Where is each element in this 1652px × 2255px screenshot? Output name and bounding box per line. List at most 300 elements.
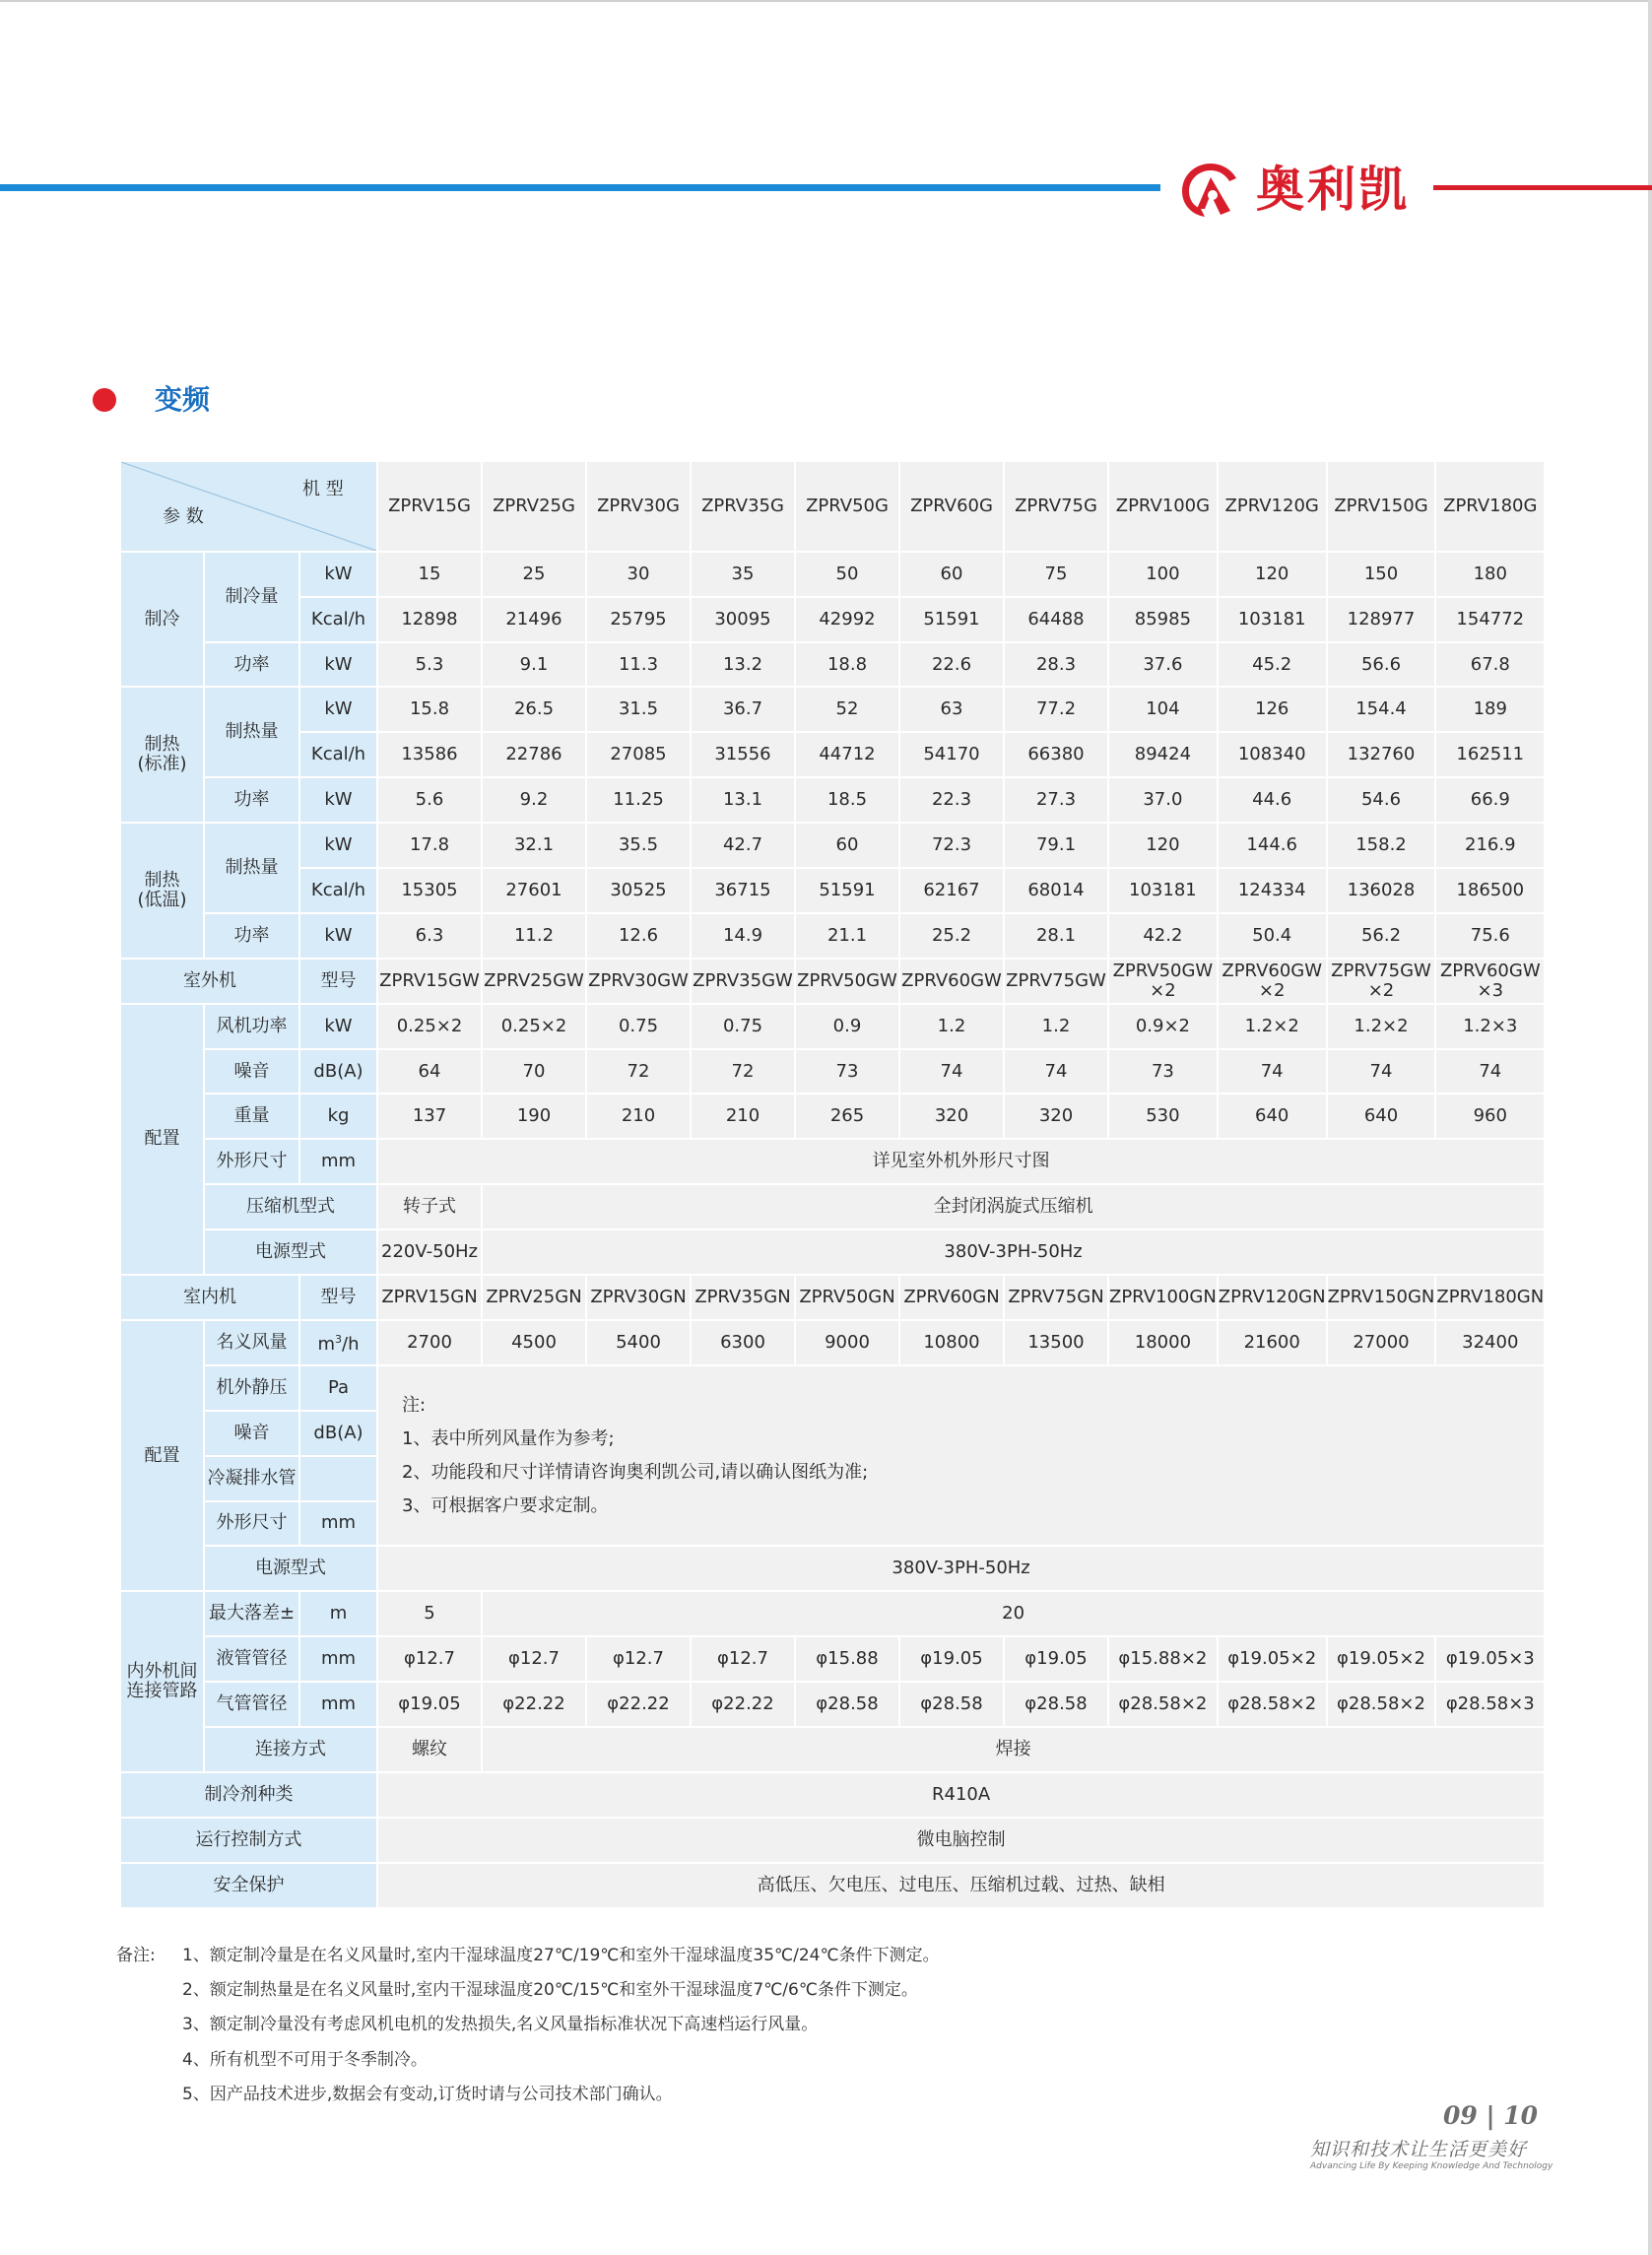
value-cell: 25 [483, 553, 585, 596]
value-cell: 27085 [587, 733, 690, 776]
value-cell: 74 [900, 1050, 1003, 1094]
value-cell: 21496 [483, 598, 585, 641]
slogan-english: Advancing Life By Keeping Knowledge And Technology [1310, 2161, 1553, 2171]
row-cool-kw [121, 553, 1544, 596]
value-cell: 75 [1005, 553, 1107, 596]
slogan: 知识和技术让生活更美好 [1310, 2139, 1528, 2160]
label-outdoor-unit: 室外机 [121, 960, 298, 1003]
notes-item: 1、表中所列风量作为参考; [402, 1427, 615, 1449]
value-cell: φ12.7 [483, 1637, 585, 1681]
heating-std-line: (标准) [137, 754, 187, 775]
label-fan-power: 风机功率 [205, 1005, 298, 1048]
value-cell: 120 [1109, 824, 1217, 867]
unit-cell: Kcal/h [300, 733, 376, 776]
outdoor-model-cell: ZPRV50GW [796, 960, 898, 1003]
value-cell: 154772 [1436, 598, 1544, 641]
model-header: ZPRV100G [1109, 462, 1217, 551]
label-weight: 重量 [205, 1094, 298, 1138]
value-cell: 35 [692, 553, 794, 596]
unit-cell: kW [300, 643, 376, 687]
row-heat-std-kcal [121, 733, 1544, 776]
value-cell: 9000 [796, 1321, 898, 1364]
value-cell: 64488 [1005, 598, 1107, 641]
model-header: ZPRV150G [1328, 462, 1435, 551]
value-cell: φ28.58 [796, 1683, 898, 1726]
value-cell: 126 [1219, 688, 1326, 731]
page-right-border [1648, 0, 1652, 2255]
unit-cell: Kcal/h [300, 869, 376, 912]
unit-cell: kW [300, 824, 376, 867]
value-cell: 62167 [900, 869, 1003, 912]
row-power-supply [121, 1230, 1544, 1274]
value-cell: 30525 [587, 869, 690, 912]
corner-header [121, 462, 376, 551]
value-cell: 17.8 [378, 824, 481, 867]
value-cell: 56.2 [1328, 914, 1435, 958]
label-gas-pipe: 气管管径 [205, 1683, 298, 1726]
value-cell: 75.6 [1436, 914, 1544, 958]
row-heat-low-kw [121, 824, 1544, 867]
value-cell: 44712 [796, 733, 898, 776]
label-dimensions: 外形尺寸 [205, 1502, 298, 1546]
brand-logo-icon [1175, 160, 1246, 221]
value-cell: 27000 [1328, 1321, 1435, 1364]
value-cell: 13.1 [692, 778, 794, 822]
unit-cell: Kcal/h [300, 598, 376, 641]
indoor-model-cell: ZPRV50GN [796, 1276, 898, 1319]
value-cell: 67.8 [1436, 643, 1544, 687]
value-cell: 9.2 [483, 778, 585, 822]
group-outdoor-config: 配置 [121, 1005, 203, 1274]
value-cell: 42.2 [1109, 914, 1217, 958]
value-cell: 44.6 [1219, 778, 1326, 822]
group-heating-standard [121, 688, 203, 822]
label-model-no: 型号 [300, 1276, 376, 1319]
value-cell: 320 [900, 1094, 1003, 1138]
value-cell: 28.3 [1005, 643, 1107, 687]
indoor-model-cell: ZPRV25GN [483, 1276, 585, 1319]
row-refrigerant [121, 1773, 1544, 1817]
value-cell: 186500 [1436, 869, 1544, 912]
label-compressor-type: 压缩机型式 [205, 1185, 376, 1228]
heating-low-line: (低温) [137, 889, 187, 910]
outdoor-model-cell: ZPRV25GW [483, 960, 585, 1003]
label-power-supply: 电源型式 [205, 1547, 376, 1590]
outdoor-model-cell: ZPRV35GW [692, 960, 794, 1003]
indoor-model-cell: ZPRV35GN [692, 1276, 794, 1319]
value-cell: φ19.05×2 [1328, 1637, 1435, 1681]
value-cell: 72 [587, 1050, 690, 1094]
value-cell: 36715 [692, 869, 794, 912]
value-cell: 22.6 [900, 643, 1003, 687]
row-noise [121, 1050, 1544, 1094]
value-cell: 0.25×2 [483, 1005, 585, 1048]
value-cell: 2700 [378, 1321, 481, 1364]
value-cell: 220V-50Hz [378, 1230, 481, 1274]
value-cell: 1.2×2 [1219, 1005, 1326, 1048]
indoor-model-cell: ZPRV75GN [1005, 1276, 1107, 1319]
label-model-no: 型号 [300, 960, 376, 1003]
row-max-height [121, 1592, 1544, 1635]
remarks-label: 备注: [116, 1946, 156, 1965]
value-cell: φ19.05 [378, 1683, 481, 1726]
label-max-height-diff: 最大落差± [205, 1592, 298, 1635]
notes-title: 注: [402, 1394, 427, 1416]
value-cell: 18000 [1109, 1321, 1217, 1364]
value-cell: 50 [796, 553, 898, 596]
value-cell: 21.1 [796, 914, 898, 958]
value-cell: 37.6 [1109, 643, 1217, 687]
value-cell: 35.5 [587, 824, 690, 867]
group-cooling: 制冷 [121, 553, 203, 687]
value-cell: 89424 [1109, 733, 1217, 776]
value-cell: 42992 [796, 598, 898, 641]
value-cell: 132760 [1328, 733, 1435, 776]
page-number: 09 | 10 [1443, 2101, 1539, 2130]
value-cell: 100 [1109, 553, 1217, 596]
value-cell: 32400 [1436, 1321, 1544, 1364]
value-cell: 51591 [900, 598, 1003, 641]
section-title: 变频 [155, 383, 211, 416]
value-cell: 150 [1328, 553, 1435, 596]
label-refrigerant-type: 制冷剂种类 [121, 1773, 376, 1817]
value-cell: 60 [900, 553, 1003, 596]
value-cell: 77.2 [1005, 688, 1107, 731]
label-power-supply: 电源型式 [205, 1230, 376, 1274]
value-cell: 5400 [587, 1321, 690, 1364]
outdoor-model-cell: ZPRV60GW ×2 [1219, 960, 1326, 1003]
value-cell: 103181 [1219, 598, 1326, 641]
value-cell: 12898 [378, 598, 481, 641]
row-compressor [121, 1185, 1544, 1228]
value-cell: 74 [1436, 1050, 1544, 1094]
unit-cell: mm [300, 1140, 376, 1183]
unit-cell: kW [300, 914, 376, 958]
value-cell-merged: R410A [378, 1773, 1544, 1817]
value-cell: 15 [378, 553, 481, 596]
notes-block [378, 1366, 1544, 1546]
value-cell: 210 [587, 1094, 690, 1138]
value-cell: 13500 [1005, 1321, 1107, 1364]
connection-line: 连接管路 [126, 1681, 198, 1702]
value-cell-merged: 20 [483, 1592, 1544, 1635]
section-bullet [93, 388, 116, 412]
value-cell: φ19.05×2 [1219, 1637, 1326, 1681]
value-cell: 54.6 [1328, 778, 1435, 822]
value-cell: φ15.88×2 [1109, 1637, 1217, 1681]
unit-cell [300, 1457, 376, 1500]
value-cell-merged: 微电脑控制 [378, 1819, 1544, 1862]
unit-cell: m [300, 1592, 376, 1635]
value-cell: 0.9×2 [1109, 1005, 1217, 1048]
value-cell: 108340 [1219, 733, 1326, 776]
label-power: 功率 [205, 778, 298, 822]
row-cool-power [121, 643, 1544, 687]
value-cell: φ19.05 [900, 1637, 1003, 1681]
value-cell: 22.3 [900, 778, 1003, 822]
value-cell-merged: 380V-3PH-50Hz [378, 1547, 1544, 1590]
brand-name: 奥利凯 [1256, 162, 1411, 218]
remark-item: 1、额定制冷量是在名义风量时,室内干湿球温度27℃/19℃和室外干湿球温度35℃/24℃条件下测定。 [182, 1946, 940, 1965]
label-cooling-capacity: 制冷量 [205, 553, 298, 641]
indoor-model-cell: ZPRV15GN [378, 1276, 481, 1319]
model-header: ZPRV35G [692, 462, 794, 551]
value-cell: 11.3 [587, 643, 690, 687]
value-cell: 128977 [1328, 598, 1435, 641]
corner-model-label: 机 型 [302, 479, 344, 499]
outdoor-model-cell: ZPRV75GW [1005, 960, 1107, 1003]
group-heating-low [121, 824, 203, 958]
value-cell: 66380 [1005, 733, 1107, 776]
row-weight [121, 1094, 1544, 1138]
unit-cell: Pa [300, 1366, 376, 1410]
group-indoor-config: 配置 [121, 1321, 203, 1590]
value-cell: 15305 [378, 869, 481, 912]
label-ext-static-pressure: 机外静压 [205, 1366, 298, 1410]
value-cell: 11.2 [483, 914, 585, 958]
value-cell: 66.9 [1436, 778, 1544, 822]
value-cell: φ22.22 [483, 1683, 585, 1726]
value-cell: 158.2 [1328, 824, 1435, 867]
header-row [121, 462, 1544, 551]
heating-std-line: 制热 [144, 734, 180, 756]
model-header: ZPRV120G [1219, 462, 1326, 551]
value-cell: 640 [1328, 1094, 1435, 1138]
unit-cell: kW [300, 778, 376, 822]
unit-cell: kW [300, 688, 376, 731]
value-cell: 137 [378, 1094, 481, 1138]
value-cell: 11.25 [587, 778, 690, 822]
value-cell: 5 [378, 1592, 481, 1635]
value-cell: φ28.58×3 [1436, 1683, 1544, 1726]
value-cell: 13.2 [692, 643, 794, 687]
corner-param-label: 参 数 [163, 506, 204, 527]
value-cell: 189 [1436, 688, 1544, 731]
value-cell: 0.25×2 [378, 1005, 481, 1048]
value-cell: 28.1 [1005, 914, 1107, 958]
indoor-model-cell: ZPRV150GN [1328, 1276, 1435, 1319]
value-cell: 转子式 [378, 1185, 481, 1228]
value-cell: 72 [692, 1050, 794, 1094]
value-cell: φ28.58×2 [1219, 1683, 1326, 1726]
value-cell: 52 [796, 688, 898, 731]
value-cell: 5.6 [378, 778, 481, 822]
dimensions-note: 详见室外机外形尺寸图 [378, 1140, 1544, 1183]
row-heat-low-kcal [121, 869, 1544, 912]
value-cell: 18.8 [796, 643, 898, 687]
indoor-model-cell: ZPRV100GN [1109, 1276, 1217, 1319]
row-fan-power [121, 1005, 1544, 1048]
value-cell: 68014 [1005, 869, 1107, 912]
value-cell: 9.1 [483, 643, 585, 687]
remark-item: 3、额定制冷量没有考虑风机电机的发热损失,名义风量指标准状况下高速档运行风量。 [182, 2015, 819, 2034]
value-cell: φ15.88 [796, 1637, 898, 1681]
value-cell: 124334 [1219, 869, 1326, 912]
corner-diagonal [121, 462, 376, 551]
unit-cell: kW [300, 553, 376, 596]
value-cell: 136028 [1328, 869, 1435, 912]
label-noise: 噪音 [205, 1412, 298, 1455]
remark-item: 4、所有机型不可用于冬季制冷。 [182, 2050, 428, 2070]
value-cell: φ19.05 [1005, 1637, 1107, 1681]
model-header: ZPRV15G [378, 462, 481, 551]
value-cell: 25795 [587, 598, 690, 641]
indoor-model-cell: ZPRV120GN [1219, 1276, 1326, 1319]
value-cell: 79.1 [1005, 824, 1107, 867]
row-control [121, 1819, 1544, 1862]
value-cell: φ12.7 [692, 1637, 794, 1681]
value-cell: 63 [900, 688, 1003, 731]
row-connection-method [121, 1728, 1544, 1771]
unit-cell: kW [300, 1005, 376, 1048]
value-cell: 15.8 [378, 688, 481, 731]
value-cell: 54170 [900, 733, 1003, 776]
value-cell-merged: 高低压、欠电压、过电压、压缩机过载、过热、缺相 [378, 1864, 1544, 1907]
value-cell: 56.6 [1328, 643, 1435, 687]
indoor-model-cell: ZPRV180GN [1436, 1276, 1544, 1319]
value-cell: 216.9 [1436, 824, 1544, 867]
value-cell: 21600 [1219, 1321, 1326, 1364]
value-cell: 26.5 [483, 688, 585, 731]
row-liquid-pipe [121, 1637, 1544, 1681]
outdoor-model-cell: ZPRV60GW [900, 960, 1003, 1003]
value-cell: 0.9 [796, 1005, 898, 1048]
value-cell: φ12.7 [378, 1637, 481, 1681]
row-protection [121, 1864, 1544, 1907]
value-cell: 1.2 [900, 1005, 1003, 1048]
model-header: ZPRV50G [796, 462, 898, 551]
page-top-border [0, 0, 1652, 2]
value-cell: 31.5 [587, 688, 690, 731]
value-cell: 162511 [1436, 733, 1544, 776]
label-power: 功率 [205, 914, 298, 958]
value-cell: 960 [1436, 1094, 1544, 1138]
row-heat-low-power [121, 914, 1544, 958]
value-cell: 25.2 [900, 914, 1003, 958]
row-air-flow [121, 1321, 1544, 1364]
value-cell: 36.7 [692, 688, 794, 731]
model-header: ZPRV30G [587, 462, 690, 551]
spec-table [119, 460, 1546, 1909]
heating-low-line: 制热 [144, 869, 180, 891]
value-cell: 22786 [483, 733, 585, 776]
value-cell: 0.75 [692, 1005, 794, 1048]
value-cell: φ28.58×2 [1109, 1683, 1217, 1726]
value-cell: 5.3 [378, 643, 481, 687]
label-safety-protection: 安全保护 [121, 1864, 376, 1907]
value-cell: φ22.22 [692, 1683, 794, 1726]
group-connection-piping [121, 1592, 203, 1771]
value-cell: 73 [1109, 1050, 1217, 1094]
value-cell: 73 [796, 1050, 898, 1094]
label-drain-pipe: 冷凝排水管 [205, 1457, 298, 1500]
unit-cell: dB(A) [300, 1412, 376, 1455]
label-connection-method: 连接方式 [205, 1728, 376, 1771]
remark-item: 5、因产品技术进步,数据会有变动,订货时请与公司技术部门确认。 [182, 2085, 673, 2104]
value-cell: 74 [1328, 1050, 1435, 1094]
value-cell: 70 [483, 1050, 585, 1094]
outdoor-model-cell: ZPRV75GW ×2 [1328, 960, 1435, 1003]
row-gas-pipe [121, 1683, 1544, 1726]
value-cell: 180 [1436, 553, 1544, 596]
value-cell: 320 [1005, 1094, 1107, 1138]
indoor-model-cell: ZPRV30GN [587, 1276, 690, 1319]
unit-cell: mm [300, 1637, 376, 1681]
label-dimensions: 外形尺寸 [205, 1140, 298, 1183]
value-cell-merged: 焊接 [483, 1728, 1544, 1771]
value-cell: 13586 [378, 733, 481, 776]
value-cell: 42.7 [692, 824, 794, 867]
value-cell: 37.0 [1109, 778, 1217, 822]
value-cell: 14.9 [692, 914, 794, 958]
value-cell: 30 [587, 553, 690, 596]
value-cell: 104 [1109, 688, 1217, 731]
remark-item: 2、额定制热量是在名义风量时,室内干湿球温度20℃/15℃和室外干湿球温度7℃/6℃条件下测定。 [182, 1980, 918, 2000]
label-air-flow: 名义风量 [205, 1321, 298, 1364]
model-header: ZPRV25G [483, 462, 585, 551]
unit-cell: mm [300, 1502, 376, 1546]
notes-item: 3、可根据客户要求定制。 [402, 1494, 609, 1516]
value-cell: 32.1 [483, 824, 585, 867]
label-indoor-unit: 室内机 [121, 1276, 298, 1319]
value-cell: 45.2 [1219, 643, 1326, 687]
model-header: ZPRV75G [1005, 462, 1107, 551]
header-blue-line [0, 184, 1160, 191]
value-cell: 103181 [1109, 869, 1217, 912]
row-heat-std-kw [121, 688, 1544, 731]
value-cell: 12.6 [587, 914, 690, 958]
value-cell: 27601 [483, 869, 585, 912]
value-cell: 530 [1109, 1094, 1217, 1138]
value-cell: 1.2×3 [1436, 1005, 1544, 1048]
value-cell: φ22.22 [587, 1683, 690, 1726]
value-cell: 10800 [900, 1321, 1003, 1364]
outdoor-model-cell: ZPRV50GW ×2 [1109, 960, 1217, 1003]
value-cell: 60 [796, 824, 898, 867]
row-ext-pressure [121, 1366, 1544, 1410]
unit-cell: mm [300, 1683, 376, 1726]
value-cell: 51591 [796, 869, 898, 912]
value-cell: 4500 [483, 1321, 585, 1364]
row-outdoor-model [121, 960, 1544, 1003]
row-cool-kcal [121, 598, 1544, 641]
model-header: ZPRV180G [1436, 462, 1544, 551]
label-control-method: 运行控制方式 [121, 1819, 376, 1862]
unit-cell: kg [300, 1094, 376, 1138]
value-cell: φ28.58×2 [1328, 1683, 1435, 1726]
row-heat-std-power [121, 778, 1544, 822]
value-cell: 0.75 [587, 1005, 690, 1048]
value-cell: 31556 [692, 733, 794, 776]
connection-line: 内外机间 [126, 1661, 198, 1683]
row-indoor-model [121, 1276, 1544, 1319]
label-heating-capacity: 制热量 [205, 688, 298, 776]
value-cell: φ28.58 [900, 1683, 1003, 1726]
value-cell: φ19.05×3 [1436, 1637, 1544, 1681]
label-liquid-pipe: 液管管径 [205, 1637, 298, 1681]
value-cell-merged: 全封闭涡旋式压缩机 [483, 1185, 1544, 1228]
value-cell: 72.3 [900, 824, 1003, 867]
value-cell: 30095 [692, 598, 794, 641]
value-cell-merged: 380V-3PH-50Hz [483, 1230, 1544, 1274]
value-cell: 144.6 [1219, 824, 1326, 867]
value-cell: 640 [1219, 1094, 1326, 1138]
value-cell: 210 [692, 1094, 794, 1138]
value-cell: 74 [1219, 1050, 1326, 1094]
unit-cell: dB(A) [300, 1050, 376, 1094]
value-cell: 螺纹 [378, 1728, 481, 1771]
value-cell: φ28.58 [1005, 1683, 1107, 1726]
